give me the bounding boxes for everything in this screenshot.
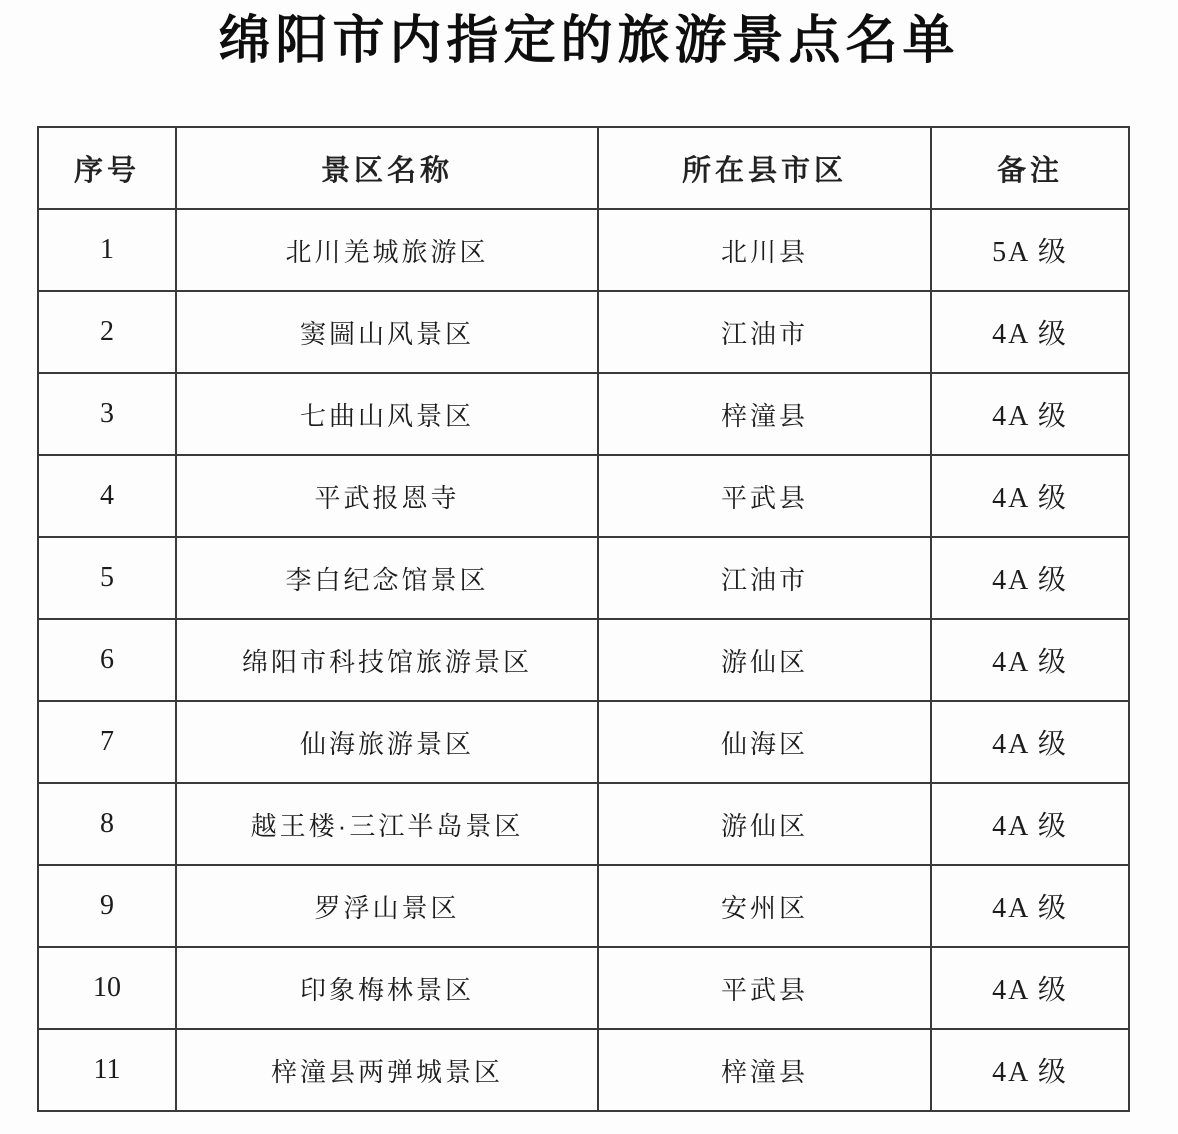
scenic-area-name-cell: 李白纪念馆景区 <box>176 537 598 619</box>
district-cell: 游仙区 <box>598 619 931 701</box>
grade-cell: 4A 级 <box>931 291 1129 373</box>
district-cell: 平武县 <box>598 455 931 537</box>
scenic-area-name-cell: 七曲山风景区 <box>176 373 598 455</box>
grade-cell: 4A 级 <box>931 865 1129 947</box>
row-number-cell: 7 <box>38 701 176 783</box>
scenic-area-name-cell: 仙海旅游景区 <box>176 701 598 783</box>
row-number-cell: 4 <box>38 455 176 537</box>
grade-cell: 4A 级 <box>931 947 1129 1029</box>
column-header-district: 所在县市区 <box>598 127 931 209</box>
table-header-row <box>38 127 1129 209</box>
district-cell: 江油市 <box>598 537 931 619</box>
row-number-cell: 10 <box>38 947 176 1029</box>
table-row <box>38 209 1129 291</box>
row-number-cell: 6 <box>38 619 176 701</box>
row-number-cell: 2 <box>38 291 176 373</box>
district-cell: 平武县 <box>598 947 931 1029</box>
column-header-name: 景区名称 <box>176 127 598 209</box>
grade-cell: 4A 级 <box>931 537 1129 619</box>
row-number-cell: 3 <box>38 373 176 455</box>
column-header-note: 备注 <box>931 127 1129 209</box>
table-row <box>38 783 1129 865</box>
page-title: 绵阳市内指定的旅游景点名单 <box>218 13 960 70</box>
table-row <box>38 947 1129 1029</box>
district-cell: 江油市 <box>598 291 931 373</box>
row-number-cell: 11 <box>38 1029 176 1111</box>
grade-cell: 4A 级 <box>931 455 1129 537</box>
district-cell: 梓潼县 <box>598 373 931 455</box>
district-cell: 仙海区 <box>598 701 931 783</box>
grade-cell: 4A 级 <box>931 619 1129 701</box>
grade-cell: 5A 级 <box>931 209 1129 291</box>
table-row <box>38 291 1129 373</box>
district-cell: 安州区 <box>598 865 931 947</box>
grade-cell: 4A 级 <box>931 783 1129 865</box>
table-row <box>38 865 1129 947</box>
scenic-area-name-cell: 窦圌山风景区 <box>176 291 598 373</box>
table-row <box>38 373 1129 455</box>
district-cell: 游仙区 <box>598 783 931 865</box>
row-number-cell: 5 <box>38 537 176 619</box>
grade-cell: 4A 级 <box>931 1029 1129 1111</box>
scenic-area-name-cell: 平武报恩寺 <box>176 455 598 537</box>
district-cell: 北川县 <box>598 209 931 291</box>
row-number-cell: 8 <box>38 783 176 865</box>
scenic-area-name-cell: 印象梅林景区 <box>176 947 598 1029</box>
scenic-area-name-cell: 北川羌城旅游区 <box>176 209 598 291</box>
scenic-area-name-cell: 罗浮山景区 <box>176 865 598 947</box>
grade-cell: 4A 级 <box>931 701 1129 783</box>
district-cell: 梓潼县 <box>598 1029 931 1111</box>
grade-cell: 4A 级 <box>931 373 1129 455</box>
table-row <box>38 537 1129 619</box>
attractions-table <box>37 126 1130 1112</box>
row-number-cell: 1 <box>38 209 176 291</box>
scenic-area-name-cell: 越王楼·三江半岛景区 <box>176 783 598 865</box>
column-header-no: 序号 <box>38 127 176 209</box>
table-row <box>38 619 1129 701</box>
table-row <box>38 701 1129 783</box>
table-row <box>38 455 1129 537</box>
row-number-cell: 9 <box>38 865 176 947</box>
table-row <box>38 1029 1129 1111</box>
scenic-area-name-cell: 绵阳市科技馆旅游景区 <box>176 619 598 701</box>
scenic-area-name-cell: 梓潼县两弹城景区 <box>176 1029 598 1111</box>
